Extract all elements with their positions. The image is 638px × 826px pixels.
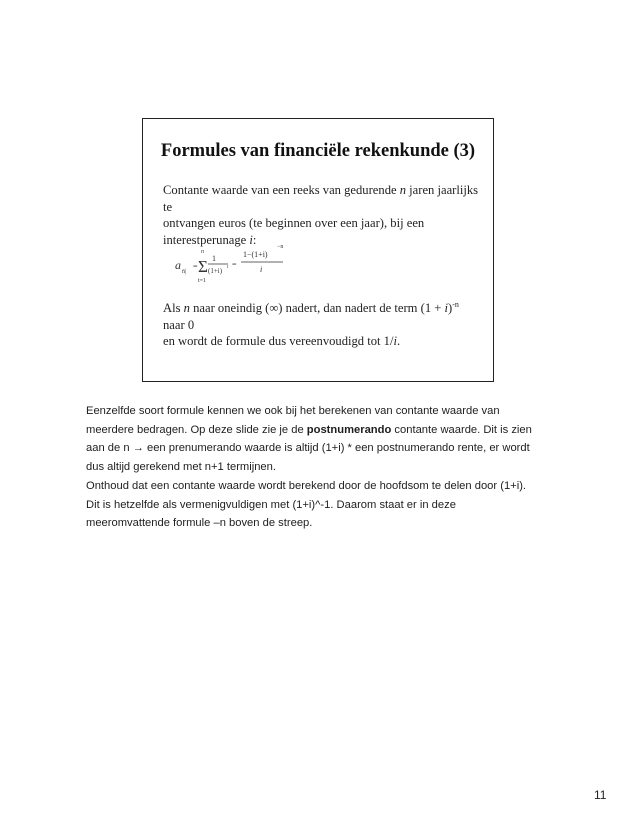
slide-text: interestperunage bbox=[163, 232, 250, 247]
formula-rhs-numerator: 1−(1+i) bbox=[243, 250, 268, 259]
notes-text: meeromvattende formule –n boven de streep. bbox=[86, 517, 313, 529]
formula-lhs-subscript: n̄| bbox=[182, 269, 187, 275]
notes-text: aan de n bbox=[86, 442, 133, 454]
formula-term-denominator: (1+i) bbox=[208, 267, 223, 275]
notes-bold-term: postnumerando bbox=[306, 423, 392, 436]
formula-sum-upper: n bbox=[201, 249, 204, 255]
formula-term-numerator: 1 bbox=[212, 254, 216, 263]
notes-paragraph-2 bbox=[86, 477, 566, 533]
slide-variable: i bbox=[249, 232, 253, 247]
slide-text: Als bbox=[163, 301, 184, 316]
notes-text: meerdere bedragen. Op deze slide zie je de bbox=[86, 423, 307, 436]
formula-rhs-exponent: −n bbox=[277, 244, 284, 250]
slide-variable: n bbox=[183, 301, 190, 316]
slide-text: en wordt de formule dus vereenvoudigd tot 1/ bbox=[163, 334, 394, 349]
annuity-formula bbox=[173, 239, 293, 289]
notes-text: contante waarde. Dit is zien bbox=[391, 423, 532, 436]
slide-variable: n bbox=[399, 183, 407, 197]
notes-text: Dit is hetzelfde als vermenigvuldigen met (1+i)^-1. Daarom staat er in deze bbox=[86, 498, 456, 511]
notes-text: dus altijd gerekend met n+1 termijnen. bbox=[86, 460, 276, 473]
notes-paragraph-1 bbox=[86, 402, 566, 476]
slide-paragraph-2 bbox=[163, 297, 483, 350]
page-number: 11 bbox=[594, 788, 607, 802]
notes-text: Onthoud dat een contante waarde wordt berekend door de hoofdsom te delen door (1+i). bbox=[86, 480, 527, 492]
slide-text: ontvangen euros (te beginnen over een jaar), bij een bbox=[163, 216, 425, 230]
formula-lhs: a bbox=[175, 258, 181, 272]
notes-text: een prenumerando waarde is altijd (1+i) * een postnumerando rente, er wordt bbox=[143, 442, 530, 454]
slide-variable: i bbox=[444, 301, 449, 316]
slide-exponent: -n bbox=[452, 300, 459, 309]
slide-text: naar oneindig (∞) nadert, dan nadert de term (1 + bbox=[189, 301, 445, 316]
notes-text: Eenzelfde soort formule kennen we ook bij het berekenen van contante waarde van bbox=[86, 405, 500, 417]
slide-text: naar 0 bbox=[163, 317, 195, 332]
svg-text:=: = bbox=[193, 262, 198, 271]
slide-text: . bbox=[396, 334, 401, 349]
arrow-right-icon: → bbox=[132, 442, 144, 454]
slide-text: : bbox=[252, 232, 257, 247]
slide-title: Formules van financiële rekenkunde (3) bbox=[160, 141, 476, 161]
slide-image bbox=[142, 118, 494, 382]
slide-variable: i bbox=[393, 334, 397, 349]
slide-text: Contante waarde van een reeks van gedurende bbox=[163, 183, 400, 197]
formula-rhs-denominator: i bbox=[260, 265, 263, 274]
slide-text: ) bbox=[448, 301, 453, 316]
formula-sum-symbol: Σ bbox=[198, 257, 208, 276]
slide-text: jaren jaarlijks te bbox=[163, 183, 479, 214]
formula-term-exponent: t bbox=[227, 265, 229, 270]
svg-text:=: = bbox=[232, 260, 237, 269]
formula-sum-lower: t=1 bbox=[198, 278, 207, 284]
